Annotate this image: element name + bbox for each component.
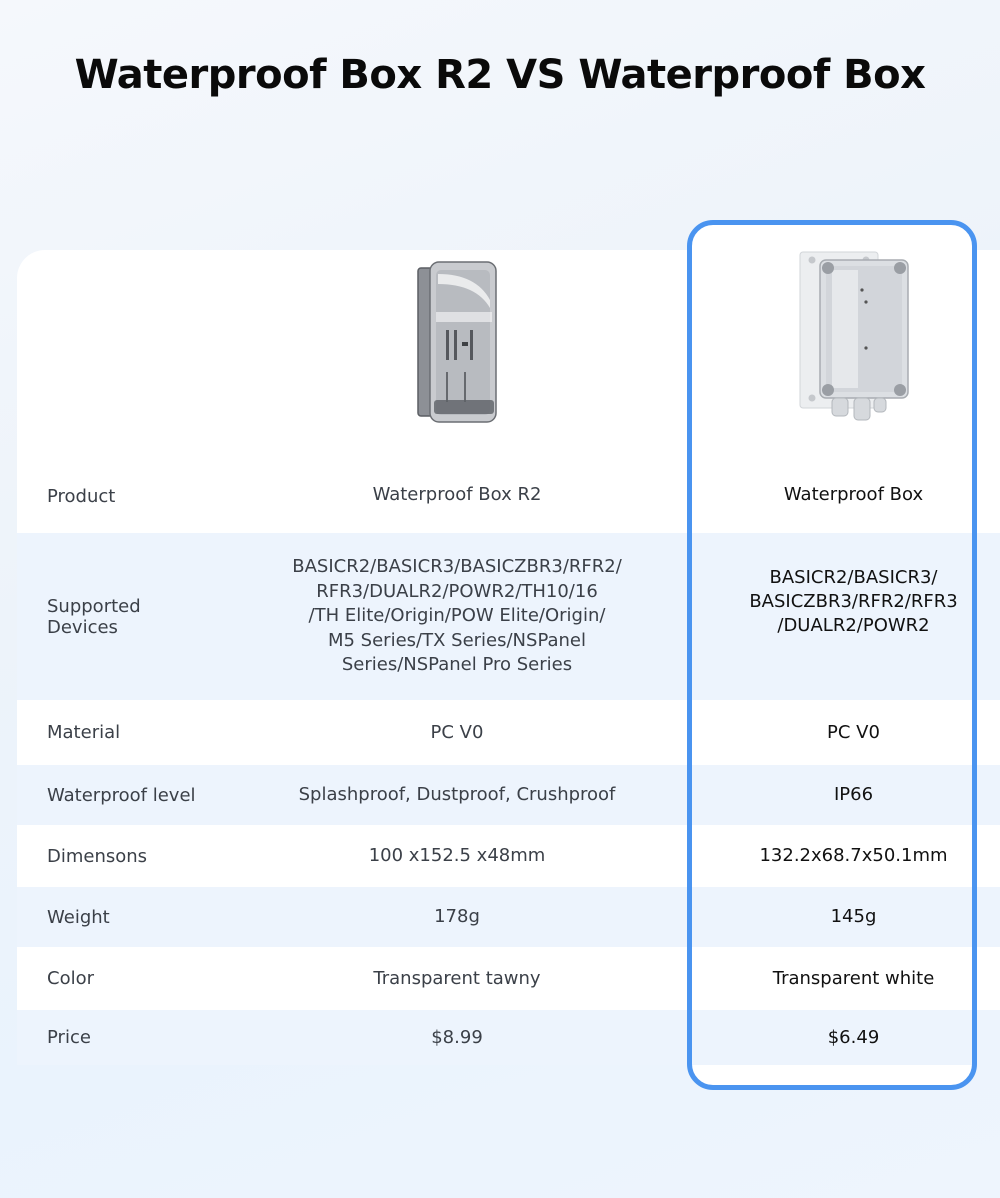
table-row-material: [17, 700, 1000, 765]
value-a: $8.99: [431, 1026, 483, 1048]
text-line: BASICZBR3/RFR2/RFR3: [749, 590, 958, 612]
text-line: M5 Series/TX Series/NSPanel: [327, 629, 587, 651]
product-b-name: Waterproof Box: [783, 484, 924, 505]
table-row-product: [17, 250, 1000, 533]
table-row-supported-devices: [17, 533, 1000, 700]
value-b: $6.49: [827, 1026, 880, 1048]
value-a: 178g: [434, 906, 480, 927]
table-row-dimensions: [17, 825, 1000, 887]
value-a: Splashproof, Dustproof, Crushproof: [298, 784, 616, 805]
table-row-color: [17, 947, 1000, 1010]
table-row-weight: [17, 887, 1000, 947]
text-line: BASICR2/BASICR3/: [769, 566, 938, 588]
text-line: /TH Elite/Origin/POW Elite/Origin/: [308, 605, 606, 627]
value-b: IP66: [833, 784, 874, 805]
row-label: Waterproof level: [47, 784, 196, 806]
highlight-card-bottom: [692, 1065, 972, 1085]
supported-devices-b: [707, 566, 1000, 638]
text-line: Series/NSPanel Pro Series: [341, 654, 573, 676]
value-a: Transparent tawny: [373, 967, 541, 989]
text-line: /DUALR2/POWR2: [777, 614, 930, 636]
product-a-cell: [207, 250, 707, 533]
row-label: Weight: [47, 906, 110, 928]
text-line: RFR3/DUALR2/POWR2/TH10/16: [316, 580, 598, 602]
comparison-table: [17, 250, 1000, 1065]
page-title: Waterproof Box R2 VS Waterproof Box: [74, 52, 926, 98]
row-label: Dimensons: [47, 845, 148, 867]
row-label: Price: [47, 1027, 91, 1048]
product-b-cell: [707, 250, 1000, 533]
waterproof-box-r2-image: [416, 260, 498, 433]
waterproof-box-image: [798, 248, 910, 433]
value-a: 100 x152.5 x48mm: [368, 845, 546, 866]
text-line: BASICR2/BASICR3/BASICZBR3/RFR2/: [292, 556, 622, 578]
value-b: 145g: [830, 906, 877, 927]
value-b: Transparent white: [772, 967, 935, 989]
value-b: 132.2x68.7x50.1mm: [759, 845, 948, 866]
row-label: Color: [47, 968, 94, 989]
row-label: Product: [47, 486, 116, 507]
value-a: PC V0: [430, 721, 484, 743]
value-b: PC V0: [827, 721, 880, 743]
row-label: Material: [47, 722, 121, 743]
product-a-name: Waterproof Box R2: [372, 484, 542, 505]
row-label: Supported Devices: [47, 595, 141, 638]
supported-devices-a: [207, 555, 707, 678]
table-row-price: [17, 1010, 1000, 1065]
table-row-waterproof-level: [17, 765, 1000, 825]
